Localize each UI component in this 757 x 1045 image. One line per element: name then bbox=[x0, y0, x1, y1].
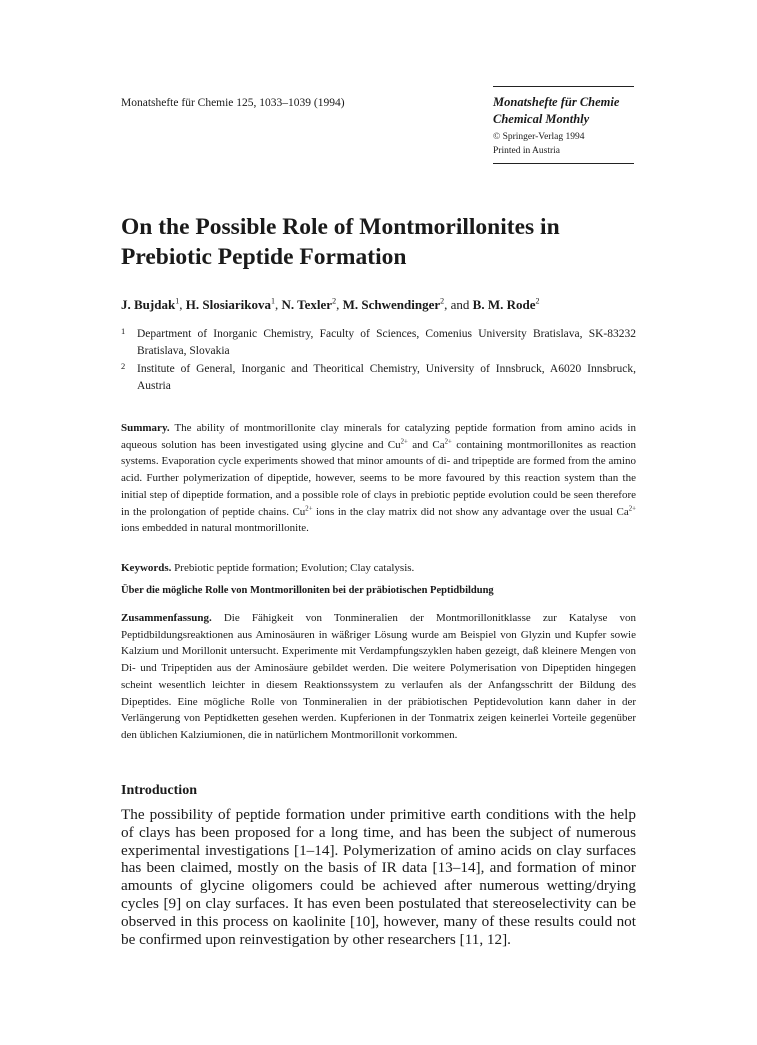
paper-title bbox=[121, 212, 641, 272]
superscript: 2+ bbox=[400, 438, 408, 446]
journal-name-line2: Chemical Monthly bbox=[493, 112, 590, 126]
author-list bbox=[121, 297, 641, 313]
zusammenfassung-paragraph bbox=[121, 610, 636, 744]
superscript: 2+ bbox=[628, 504, 637, 512]
journal-info-box bbox=[493, 86, 634, 164]
journal-copyright: © Springer-Verlag 1994 bbox=[493, 132, 585, 142]
author-name: B. M. Rode bbox=[472, 297, 536, 312]
affiliation-1 bbox=[121, 326, 636, 360]
author-affil-mark: 1 bbox=[270, 296, 276, 306]
summary-text: ions in the clay matrix did not show any advantage over the usual Ca bbox=[312, 505, 629, 518]
affiliation-number: 1 bbox=[121, 326, 126, 336]
introduction-text: The possibility of peptide formation under primitive earth conditions with the help of clays has been proposed for a long time, and has been the subject of numerous experimental investigations [1–14]. Polymerization of amino acids on clay surfaces has been claimed, mostly on the basis of IR data [13–14], and formation of minor amounts of glycine oligomers could be achieved after numerous wetting/drying cycles [9] on clay surfaces. It has even been postulated that stereoselectivity can be observed in this process on kaolinite [10], however, many of these results could not be confirmed upon reinvestigation by other researchers [11, 12]. bbox=[121, 806, 636, 948]
keywords-label: Keywords. bbox=[121, 562, 172, 574]
paper-title-line1: On the Possible Role of Montmorillonites in bbox=[121, 214, 560, 240]
zusammenfassung-label: Zusammenfassung. bbox=[121, 612, 212, 624]
author-separator: , bbox=[275, 297, 282, 312]
zusammenfassung-text: Die Fähigkeit von Tonmineralien der Montmorillonitklasse zur Katalyse von Peptidbildungsreaktionen aus Aminosäuren in wäßriger Lösung wurde am Beispiel von Glyzin und Kupfer sowie Kalzium und Morillonit untersucht. Experimente mit Verdampfungszyklen haben gezeigt, daß kleinere Mengen von Di- und Tripeptiden aus der Aminosäure gebildet werden. Die weitere Polymerisation von Dipeptiden hingegen scheint wesentlich leichter in diesem Reaktionssystem zu verlaufen als der Anfangsschritt der Bildung des Dipeptides. Eine mögliche Rolle von Tonmineralien in der präbiotischen Peptidevolution kann daher in der Verlängerung von Peptidketten gesehen werden. Kupferionen in der Tonmatrix zeigen keinerlei Vorteile gegenüber den üblichen Kalziumionen, die in natürlichem Montmorillonit vorkommen. bbox=[121, 612, 636, 741]
summary-text: and Ca bbox=[407, 438, 445, 451]
summary-text: The ability of montmorillonite clay minerals for catalyzing peptide formation from amino acids in aqueous solution has been investigated using glycine and Cu bbox=[121, 422, 636, 451]
introduction-heading: Introduction bbox=[121, 783, 197, 798]
keywords-paragraph bbox=[121, 560, 636, 577]
keywords-text: Prebiotic peptide formation; Evolution; Clay catalysis. bbox=[171, 562, 415, 574]
affiliation-text: Institute of General, Inorganic and Theoritical Chemistry, University of Innsbruck, A6020 Innsbruck, Austria bbox=[137, 363, 636, 392]
journal-top-rule bbox=[493, 86, 634, 87]
author-affil-mark: 2 bbox=[535, 296, 540, 306]
author-separator: , bbox=[179, 297, 186, 312]
author-name: N. Texler bbox=[281, 297, 333, 312]
affiliation-number: 2 bbox=[121, 361, 126, 371]
journal-name-line1: Monatshefte für Chemie bbox=[493, 95, 620, 109]
author-affil-mark: 2 bbox=[440, 296, 445, 306]
author-affil-mark: 1 bbox=[175, 296, 180, 306]
summary-text: containing montmorillonites as reaction systems. Evaporation cycle experiments showed that minor amounts of di- and tripeptide are formed from the amino acid. Further polymerization of dipeptide, however, seems to be more favoured by this reaction system than the initial step of dipeptide formation, and a possible role of clays in prebiotic peptide evolution could be seen therefore in the prolongation of peptide chains. Cu bbox=[121, 438, 636, 518]
journal-citation: Monatshefte für Chemie 125, 1033–1039 (1994) bbox=[121, 97, 345, 109]
author-affil-mark: 2 bbox=[332, 296, 337, 306]
author-separator: , and bbox=[444, 297, 473, 312]
author-separator: , bbox=[336, 297, 343, 312]
author-name: M. Schwendinger bbox=[342, 297, 441, 312]
affiliation-2 bbox=[121, 361, 636, 395]
superscript: 2+ bbox=[444, 438, 452, 446]
superscript: 2+ bbox=[305, 504, 313, 512]
summary-text: ions embedded in natural montmorillonite. bbox=[121, 522, 309, 535]
german-title: Über die mögliche Rolle von Montmorilloniten bei der präbiotischen Peptidbildung bbox=[121, 585, 494, 596]
paper-title-line2: Prebiotic Peptide Formation bbox=[121, 244, 407, 270]
author-name: J. Bujdak bbox=[121, 297, 176, 312]
summary-label: Summary. bbox=[121, 422, 170, 434]
affiliation-text: Department of Inorganic Chemistry, Faculty of Sciences, Comenius University Bratislava, SK-83232 Bratislava, Slovakia bbox=[137, 328, 636, 357]
journal-printed: Printed in Austria bbox=[493, 146, 561, 156]
journal-bottom-rule bbox=[493, 163, 634, 164]
author-name: H. Slosiarikova bbox=[185, 297, 271, 312]
summary-paragraph bbox=[121, 420, 636, 537]
